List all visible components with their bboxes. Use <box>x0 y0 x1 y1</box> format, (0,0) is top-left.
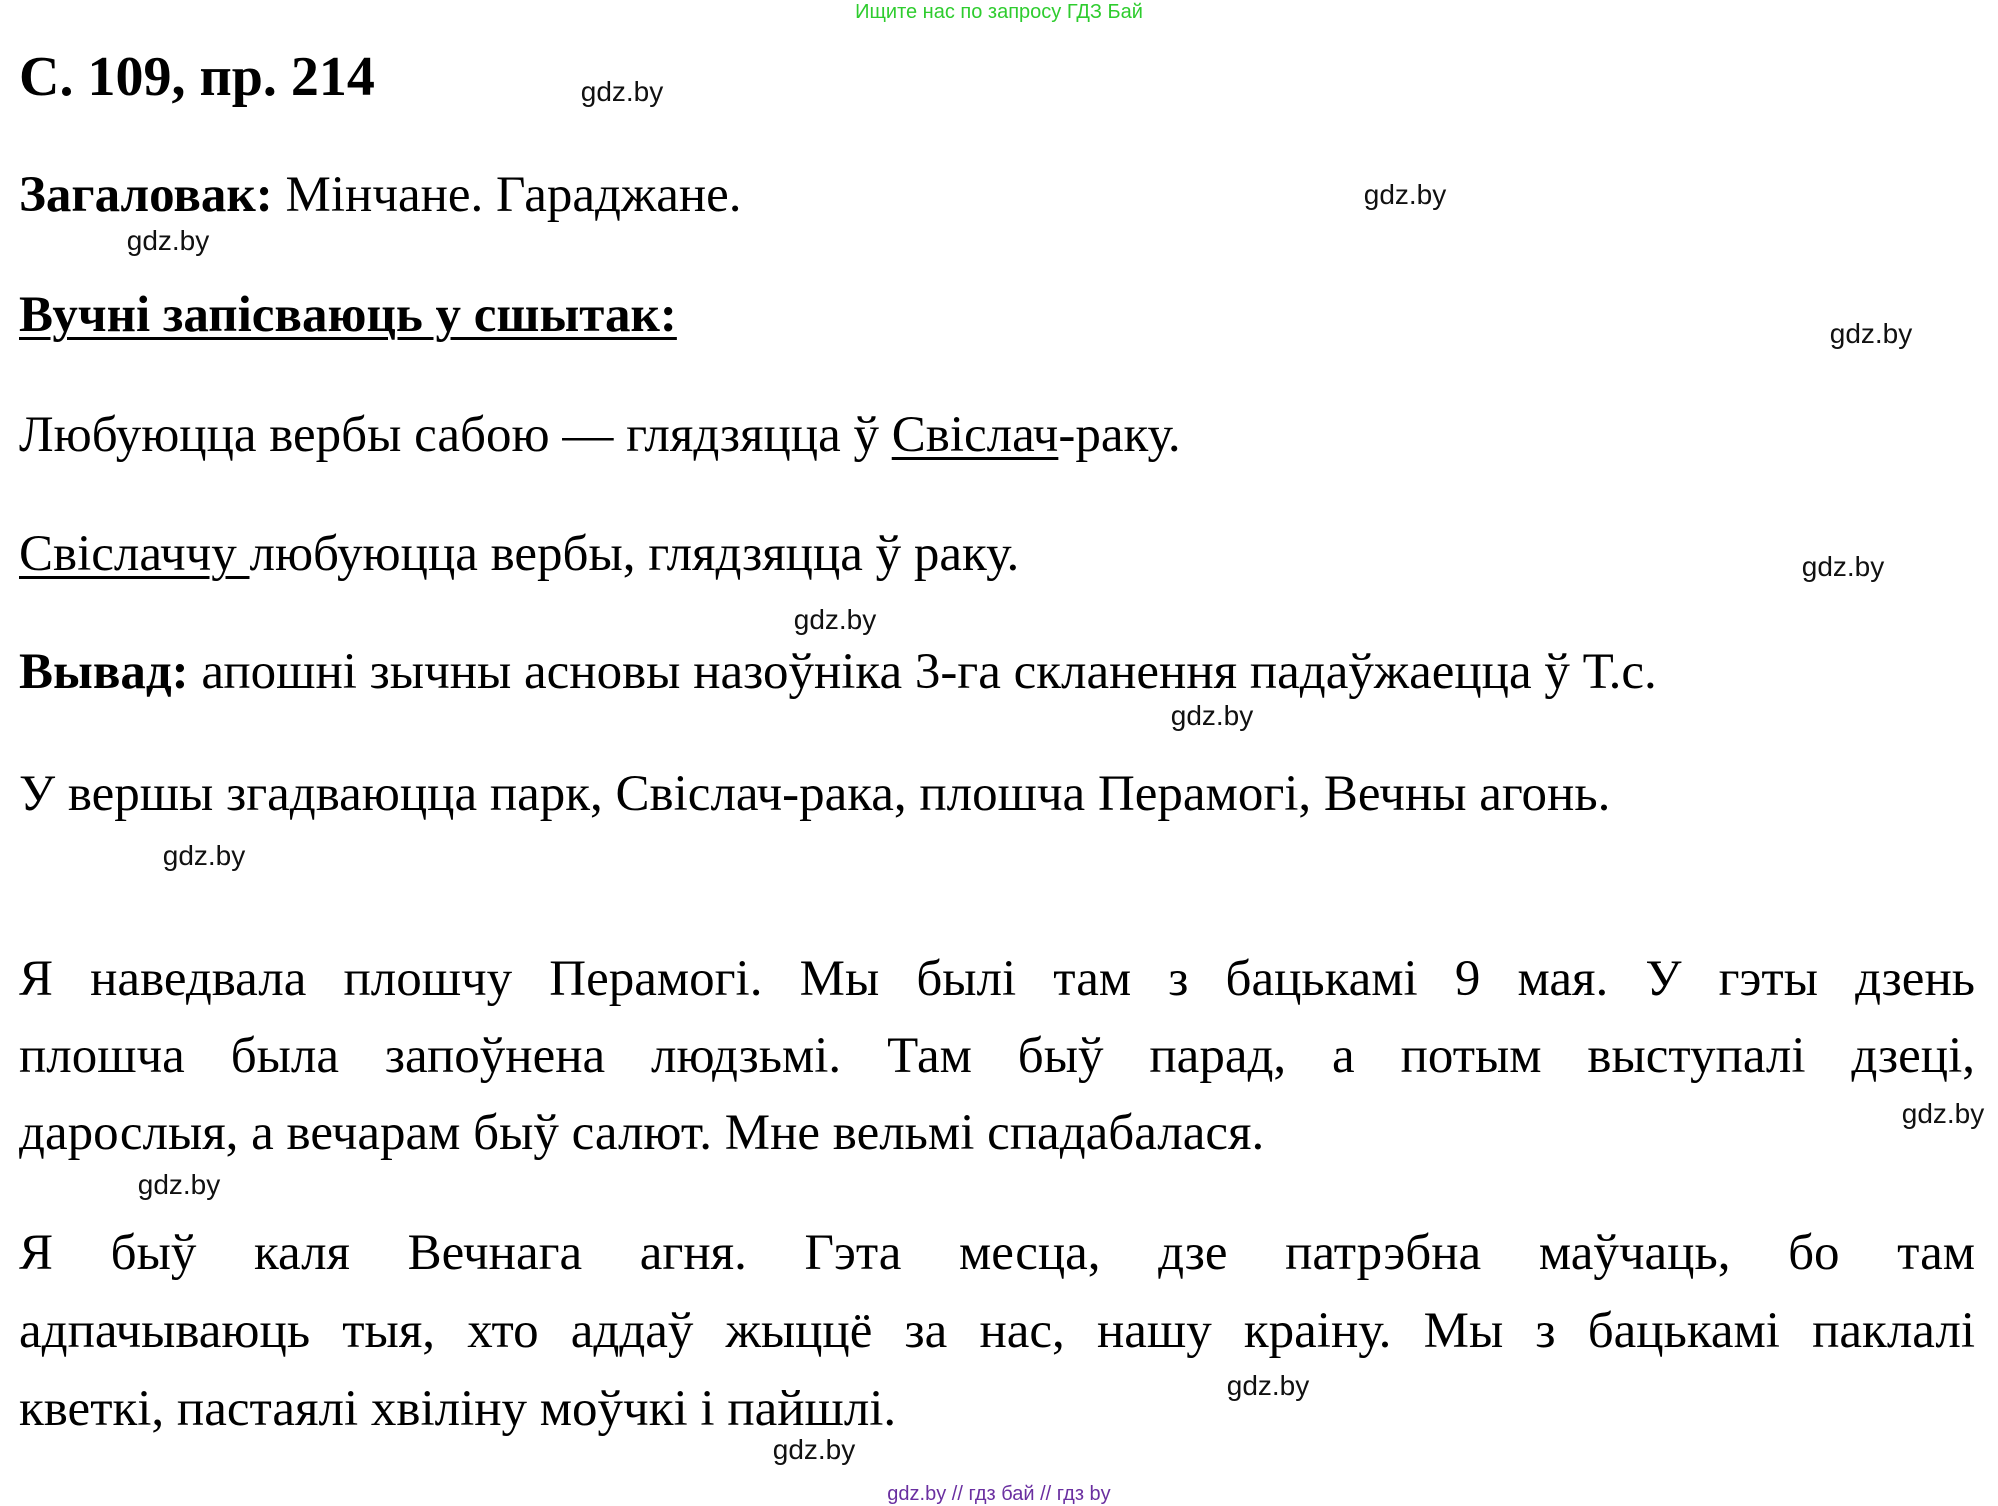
title-line <box>19 165 742 225</box>
watermark: gdz.by <box>126 225 210 256</box>
paragraph2-line: адпачываюць тыя, хто аддаў жыццё за нас, нашу краіну. Мы з бацькамі паклалі <box>19 1303 1975 1359</box>
notebook-heading: Вучні запісваюць у сшытак: <box>19 287 677 343</box>
footer-links[interactable]: gdz.by // гдз бай // гдз by <box>887 1483 1111 1505</box>
line2-underlined: Свіслаччу <box>19 526 250 582</box>
page-title: С. 109, пр. 214 <box>19 46 375 108</box>
example-line-2 <box>19 524 1019 584</box>
paragraph1-line: дарослыя, а вечарам быў салют. Мне вельмі спадабалася. <box>19 1105 1265 1161</box>
watermark: gdz.by <box>137 1169 221 1200</box>
line1-after: -раку. <box>1058 407 1181 463</box>
watermark: gdz.by <box>1801 551 1885 582</box>
watermark: gdz.by <box>793 604 877 635</box>
watermark: gdz.by <box>1901 1098 1985 1129</box>
conclusion-text: апошні зычны асновы назоўніка 3-га скланення падаўжаецца ў Т.с. <box>188 644 1657 700</box>
paragraph2-line: Я быў каля Вечнага агня. Гэта месца, дзе патрэбна маўчаць, бо там <box>19 1225 1975 1281</box>
conclusion <box>19 642 1657 702</box>
conclusion-label: Вывад: <box>19 644 189 700</box>
watermark: gdz.by <box>1170 700 1254 731</box>
paragraph2-line: кветкі, пастаялі хвіліну моўчкі і пайшлі. <box>19 1381 897 1437</box>
poem-mentions: У вершы згадваюцца парк, Свіслач-рака, плошча Перамогі, Вечны агонь. <box>19 766 1611 822</box>
paragraph1-line: плошча была запоўнена людзьмі. Там быў парад, а потым выступалі дзеці, <box>19 1028 1975 1084</box>
title-text: Мінчане. Гараджане. <box>272 167 742 223</box>
line1-underlined: Свіслач <box>891 407 1059 463</box>
line2-after: любуюцца вербы, глядзяцца ў раку. <box>249 526 1020 582</box>
search-banner: Ищите нас по запросу ГДЗ Бай <box>855 1 1143 23</box>
watermark: gdz.by <box>1226 1370 1310 1401</box>
watermark: gdz.by <box>162 840 246 871</box>
line1-text: Любуюцца вербы сабою — глядзяцца ў <box>19 407 892 463</box>
watermark: gdz.by <box>1829 318 1913 349</box>
watermark: gdz.by <box>1363 179 1447 210</box>
watermark: gdz.by <box>772 1434 856 1465</box>
title-label: Загаловак: <box>19 167 273 223</box>
paragraph1-line: Я наведвала плошчу Перамогі. Мы былі там з бацькамі 9 мая. У гэты дзень <box>19 951 1975 1007</box>
watermark: gdz.by <box>580 76 664 107</box>
example-line-1 <box>19 405 1181 465</box>
